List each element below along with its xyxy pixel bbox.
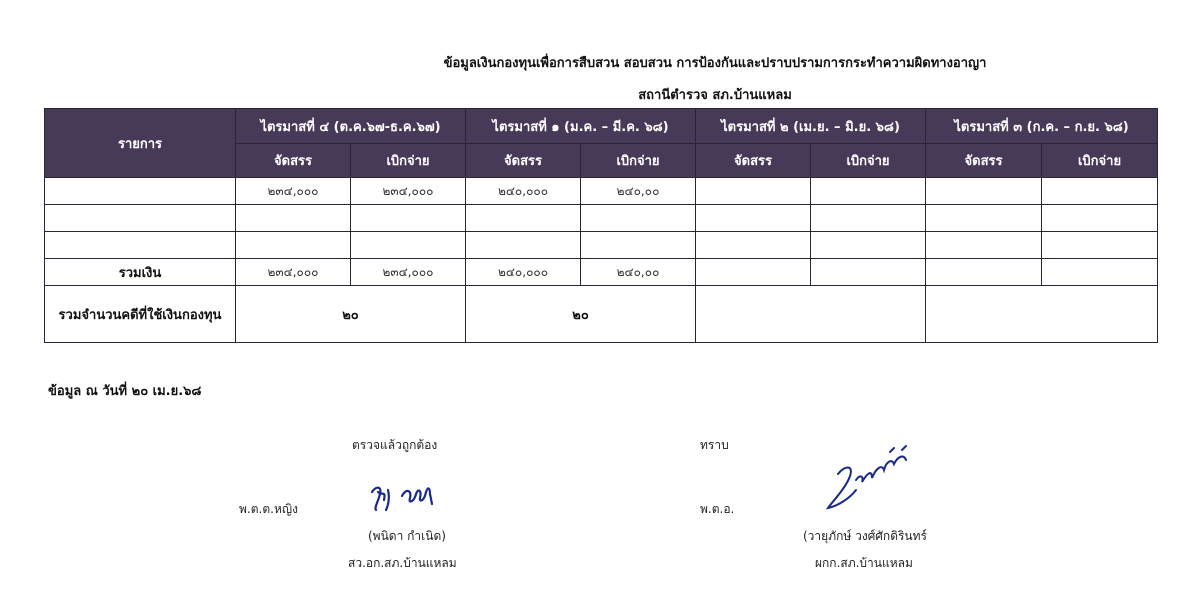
table-cell — [811, 232, 926, 259]
table-cell — [1042, 178, 1158, 205]
table-cell — [351, 232, 466, 259]
table-cell: ๒๓๔,๐๐๐ — [236, 178, 351, 205]
allocated-header: จัดสรร — [926, 144, 1042, 178]
left-signer-position: สว.อก.สภ.บ้านแหลม — [348, 556, 457, 570]
table-cell — [45, 178, 236, 205]
table-cell: ๒๔๐,๐๐๐ — [466, 178, 581, 205]
table-cell — [926, 178, 1042, 205]
verified-caption: ตรวจแล้วถูกต้อง — [352, 438, 438, 452]
table-cell — [926, 259, 1042, 286]
table-cell — [581, 205, 696, 232]
disbursed-header: เบิกจ่าย — [351, 144, 466, 178]
table-cell — [45, 232, 236, 259]
cases-count: ๒๐ — [236, 286, 466, 343]
table-row — [45, 205, 1158, 232]
table-row — [45, 178, 1158, 205]
table-cell — [466, 205, 581, 232]
quarter-header: ไตรมาสที่ ๒ (เม.ย. – มิ.ย. ๖๘) — [696, 109, 926, 144]
cases-count: ๒๐ — [466, 286, 696, 343]
table-cell — [1042, 259, 1158, 286]
table-cell: ๒๓๔,๐๐๐ — [351, 178, 466, 205]
table-cell: ๒๓๔,๐๐๐ — [351, 259, 466, 286]
table-cell — [1042, 232, 1158, 259]
table-cell — [581, 232, 696, 259]
table-cell — [696, 178, 811, 205]
table-cell — [696, 259, 811, 286]
disbursed-header: เบิกจ่าย — [1042, 144, 1158, 178]
fund-table — [44, 108, 1158, 343]
quarter-header: ไตรมาสที่ ๓ (ก.ค. – ก.ย. ๖๘) — [926, 109, 1158, 144]
item-header: รายการ — [45, 109, 236, 178]
table-cell — [696, 205, 811, 232]
table-cell — [45, 205, 236, 232]
cases-row — [45, 286, 1158, 343]
allocated-header: จัดสรร — [466, 144, 581, 178]
cases-label: รวมจำนวนคดีที่ใช้เงินกองทุน — [45, 286, 236, 343]
table-row — [45, 232, 1158, 259]
table-cell — [466, 232, 581, 259]
total-row — [45, 259, 1158, 286]
table-cell — [236, 232, 351, 259]
header-row-quarters — [45, 109, 1158, 144]
table-cell — [696, 232, 811, 259]
allocated-header: จัดสรร — [236, 144, 351, 178]
table-cell — [811, 259, 926, 286]
table-cell — [926, 232, 1042, 259]
table-cell: ๒๔๐,๐๐๐ — [466, 259, 581, 286]
table-cell — [811, 205, 926, 232]
right-rank: พ.ต.อ. — [700, 502, 735, 516]
acknowledged-caption: ทราบ — [700, 438, 729, 452]
quarter-header: ไตรมาสที่ ๔ (ต.ค.๖๗-ธ.ค.๖๗) — [236, 109, 466, 144]
cases-count — [696, 286, 926, 343]
left-rank: พ.ต.ต.หญิง — [239, 502, 298, 516]
as-of-date: ข้อมูล ณ วันที่ ๒๐ เม.ย.๖๘ — [48, 384, 202, 399]
station-name: สถานีตำรวจ สภ.บ้านแหลม — [638, 88, 792, 103]
table-cell: ๒๓๔,๐๐๐ — [236, 259, 351, 286]
left-signer-name: (พนิดา กำเนิด) — [368, 529, 446, 543]
table-cell: ๒๔๐,๐๐ — [581, 178, 696, 205]
table-cell — [811, 178, 926, 205]
right-signer-position: ผกก.สภ.บ้านแหลม — [815, 556, 913, 570]
allocated-header: จัดสรร — [696, 144, 811, 178]
right-signature-icon — [820, 440, 920, 514]
disbursed-header: เบิกจ่าย — [811, 144, 926, 178]
table-cell: ๒๔๐,๐๐ — [581, 259, 696, 286]
right-signer-name: (วายุภักษ์ วงศ์ศักดิรินทร์ — [803, 529, 927, 543]
quarter-header: ไตรมาสที่ ๑ (ม.ค. – มี.ค. ๖๘) — [466, 109, 696, 144]
left-signature-icon — [368, 482, 440, 512]
document-title: ข้อมูลเงินกองทุนเพื่อการสืบสวน สอบสวน การป้องกันและปราบปรามการกระทำความผิดทางอาญา — [443, 56, 987, 71]
total-label: รวมเงิน — [45, 259, 236, 286]
table-cell — [236, 205, 351, 232]
table-cell — [926, 205, 1042, 232]
table-cell — [351, 205, 466, 232]
table-cell — [1042, 205, 1158, 232]
disbursed-header: เบิกจ่าย — [581, 144, 696, 178]
cases-count — [926, 286, 1158, 343]
